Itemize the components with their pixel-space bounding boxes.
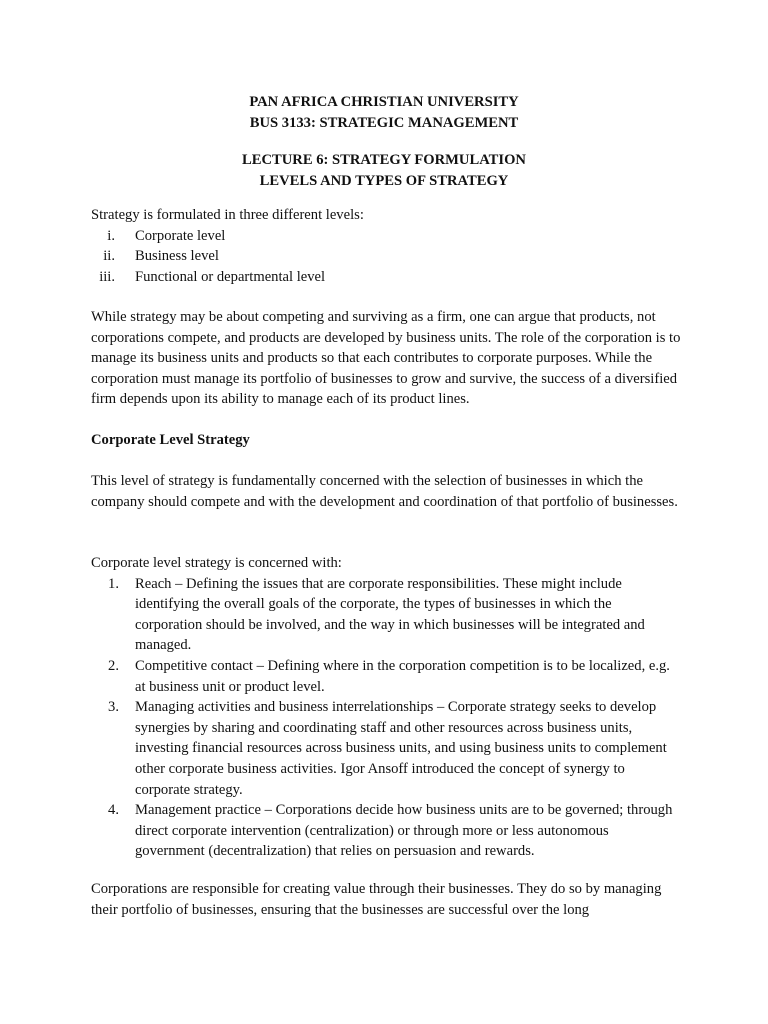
list-intro: Corporate level strategy is concerned with: (91, 555, 342, 571)
closing-paragraph: Corporations are responsible for creating value through their businesses. They do so by managing their portfolio of businesses, ensuring that the businesses are successful over the long (91, 881, 662, 918)
list-item: iii. Functional or departmental level (99, 268, 326, 285)
body-paragraph-1: While strategy may be about competing and surviving as a firm, one can argue that products, not corporations compete, and products are developed by business units. The role of the corporation is to manage its business units and products so that each contributes to corporate purposes. While the corporation must manage its portfolio of businesses to grow and survive, the success of a diversified firm depends upon its ability to manage each of its product lines. (91, 309, 681, 408)
list-item: 1. Reach – Defining the issues that are corporate responsibilities. These might include identifying the overall goals of the corporate, the types of businesses in which the corporation should be involved, and the way in which businesses will be integrated and managed. (108, 575, 645, 654)
intro-text: Strategy is formulated in three different levels: (91, 207, 364, 223)
lecture-subtitle: LEVELS AND TYPES OF STRATEGY (259, 172, 509, 189)
list-item: 2. Competitive contact – Defining where in the corporation competition is to be localized, e.g. at business unit or product level. (108, 657, 670, 695)
lecture-title: LECTURE 6: STRATEGY FORMULATION (242, 152, 526, 168)
levels-list (91, 226, 681, 288)
university-title: PAN AFRICA CHRISTIAN UNIVERSITY (249, 94, 519, 110)
concerns-section (91, 553, 681, 862)
list-item: 4. Management practice – Corporations decide how business units are to be governed; through direct corporate intervention (centralization) or through more or less autonomous government (decentralization) that relies on persuasion and rewards. (108, 802, 673, 860)
section-heading: Corporate Level Strategy (91, 432, 250, 448)
document-header (0, 92, 768, 133)
lecture-header (0, 150, 768, 191)
list-item: i. Corporate level (107, 227, 226, 244)
concerns-list (91, 574, 681, 862)
list-item: ii. Business level (103, 248, 219, 265)
course-title: BUS 3133: STRATEGIC MANAGEMENT (249, 114, 519, 131)
section-paragraph: This level of strategy is fundamentally concerned with the selection of businesses in which the company should compete and with the development and coordination of that portfolio of businesses. (91, 473, 678, 510)
intro-section (91, 205, 681, 287)
list-item: 3. Managing activities and business interrelationships – Corporate strategy seeks to develop synergies by sharing and coordinating staff and other resources across business units, investing financial resources across business units, and using business units to complement other corporate business activities. Igor Ansoff introduced the concept of synergy to corporate strategy. (108, 699, 667, 798)
